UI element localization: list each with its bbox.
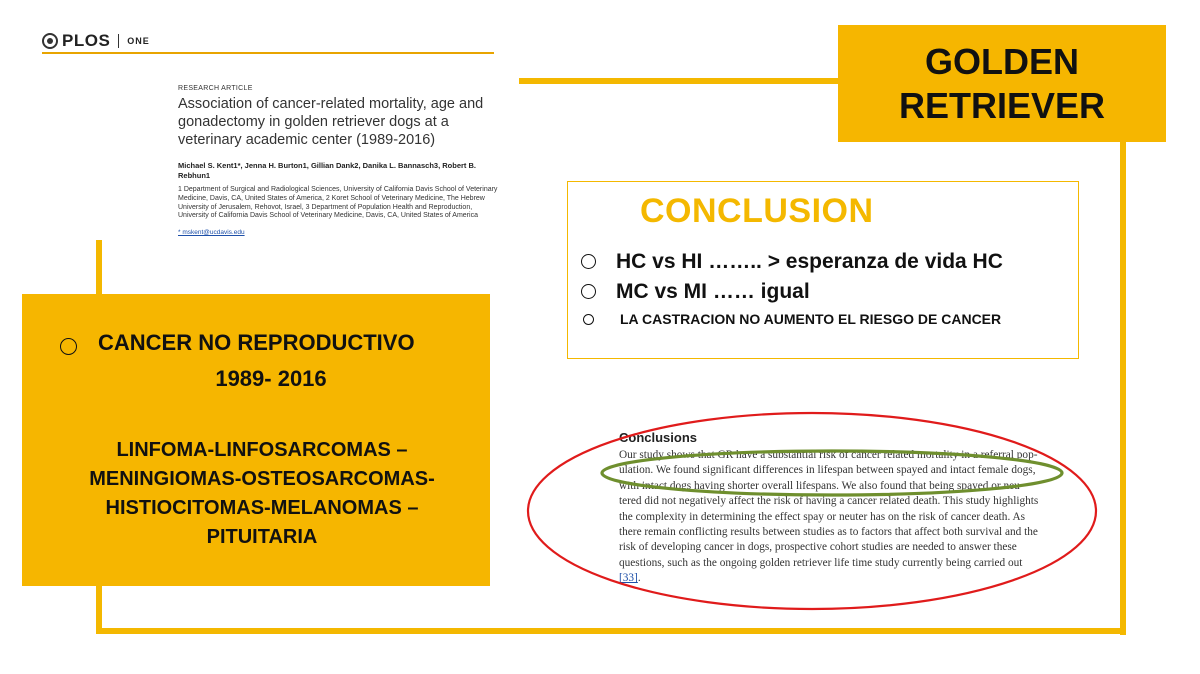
article-type: RESEARCH ARTICLE [178, 85, 253, 92]
cancer-period: 1989- 2016 [215, 366, 327, 391]
cancer-type-line: PITUITARIA [206, 526, 318, 548]
excerpt-line: questions, such as the ongoing golden retriever life time study currently being carried out [619, 556, 1023, 569]
title-line-2: RETRIEVER [898, 84, 1106, 126]
excerpt-line: the complexity in determining the effect spay or neuter has on the risk of cancer death. As [619, 510, 1026, 523]
excerpt-line: tered did not negatively affect the risk of having a cancer related death. This study highlights [619, 495, 1039, 508]
title-line-1: GOLDEN [924, 40, 1079, 82]
conclusion-item: MC vs MI …… igual [616, 280, 810, 303]
journal-name: PLOS [62, 31, 111, 50]
article-authors: Michael S. Kent1*, Jenna H. Burton1, Gillian Dank2, Danika L. Bannasch3, Robert B. Rebhun1 [178, 161, 476, 180]
conclusion-item: LA CASTRACION NO AUMENTO EL RIESGO DE CANCER [620, 311, 1002, 327]
excerpt-line: there remain conflicting results between studies as to factors that affect both survival and the [619, 526, 1038, 539]
cancer-heading: CANCER NO REPRODUCTIVO [98, 330, 415, 355]
excerpt-line: ulation. We found significant differences in lifespan between spayed and intact female dogs, [619, 464, 1036, 477]
excerpt-line: Our study shows that GR have a substantial risk of cancer related mortality in a referral pop- [619, 449, 1038, 461]
excerpt-period: . [637, 572, 641, 585]
cancer-type-line: MENINGIOMAS-OSTEOSARCOMAS- [89, 468, 435, 490]
author-email[interactable]: * mskent@ucdavis.edu [178, 229, 245, 236]
green-highlight-ellipse [602, 451, 1062, 495]
cancer-type-line: LINFOMA-LINFOSARCOMAS – [116, 439, 408, 461]
conclusion-item: HC vs HI …….. > esperanza de vida HC [616, 250, 1003, 273]
article-title: Association of cancer-related mortality, age and gonadectomy in golden retriever dogs at a veterinary academic center (1989-2016) [178, 96, 484, 148]
conclusion-title: CONCLUSION [640, 192, 874, 230]
excerpt-heading: Conclusions [619, 430, 698, 445]
article-affiliations: 1 Department of Surgical and Radiological Sciences, University of California Davis School of Veterinary Medicine, Davis, CA, United States of America, 2 Koret School of Veterinary Medicine, The Hebrew University of Jerusalem, Rehovot, Israel, 3 Department of Population Health and Reproduction, University of California Davis School of Veterinary Medicine, Davis, CA, United States of America [178, 186, 498, 220]
red-highlight-ellipse [528, 413, 1096, 609]
excerpt-line: with intact dogs having shorter overall lifespans. We also found that being spayed or neu- [619, 479, 1024, 492]
cancer-type-line: HISTIOCITOMAS-MELANOMAS – [105, 497, 419, 519]
reference-link[interactable]: [33] [619, 572, 638, 585]
journal-sub: ONE [127, 36, 150, 46]
excerpt-line: risk of developing cancer in dogs, prospective cohort studies are needed to answer these [619, 541, 1017, 554]
